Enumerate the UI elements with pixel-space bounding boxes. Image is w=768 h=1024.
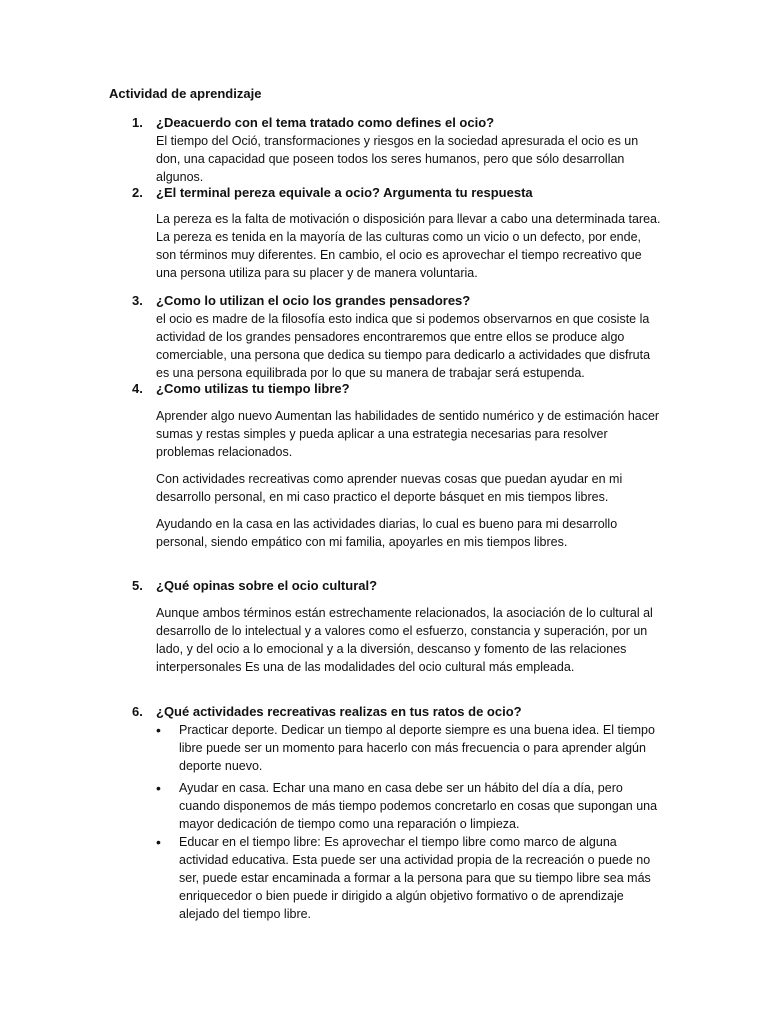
bullet-icon: •	[156, 834, 161, 850]
question-5	[0, 577, 768, 676]
question-number: 1.	[132, 115, 143, 130]
question-heading	[0, 114, 768, 132]
question-heading	[0, 703, 768, 721]
question-number: 3.	[132, 293, 143, 308]
document-title: Actividad de aprendizaje	[109, 86, 262, 101]
answer-paragraph: Ayudando en la casa en las actividades diarias, lo cual es bueno para mi desarrollo personal, siendo empático con mi familia, apoyarles en mis tiempos libres.	[156, 517, 618, 549]
bullet-icon: •	[156, 722, 161, 738]
list-item	[0, 721, 768, 775]
question-number: 4.	[132, 381, 143, 396]
question-text: ¿Como lo utilizan el ocio los grandes pensadores?	[156, 293, 471, 308]
question-text: ¿Qué actividades recreativas realizas en tus ratos de ocio?	[156, 704, 522, 719]
list-item	[0, 833, 768, 923]
question-6	[0, 703, 768, 923]
question-heading	[0, 184, 768, 202]
question-number: 5.	[132, 578, 143, 593]
question-heading	[0, 292, 768, 310]
question-1	[0, 114, 768, 186]
bullet-list	[0, 721, 768, 923]
question-number: 6.	[132, 704, 143, 719]
bullet-text: Educar en el tiempo libre: Es aprovechar el tiempo libre como marco de alguna actividad educativa. Esta puede ser una actividad propia de la recreación o puede no ser, puede estar encaminada a formar a la persona para que su tiempo libre sea más enriquecedor o bien puede ir dirigido a algún objetivo formativo o de aprendizaje alejado del tiempo libre.	[179, 835, 651, 921]
question-heading	[0, 577, 768, 595]
bullet-icon: •	[156, 780, 161, 796]
answer-paragraph: El tiempo del Oció, transformaciones y riesgos en la sociedad apresurada el ocio es un don, una capacidad que poseen todos los seres humanos, pero que sólo desarrollan algunos.	[156, 134, 639, 184]
question-text: ¿El terminal pereza equivale a ocio? Argumenta tu respuesta	[156, 185, 533, 200]
question-3	[0, 292, 768, 382]
bullet-text: Practicar deporte. Dedicar un tiempo al deporte siempre es una buena idea. El tiempo libre puede ser un momento para hacerlo con más frecuencia o para aprender algún deporte nuevo.	[179, 723, 655, 773]
question-text: ¿Qué opinas sobre el ocio cultural?	[156, 578, 378, 593]
list-item	[0, 779, 768, 833]
question-number: 2.	[132, 185, 143, 200]
question-4	[0, 380, 768, 551]
answer-paragraph: Aunque ambos términos están estrechamente relacionados, la asociación de lo cultural al desarrollo de lo intelectual y a valores como el esfuerzo, constancia y superación, por un lado, y del ocio a lo emocional y a la diversión, descanso y fomento de las relaciones interpersonales Es una de las modalidades del ocio cultural más empleada.	[156, 606, 653, 674]
answer-paragraph: Aprender algo nuevo Aumentan las habilidades de sentido numérico y de estimación hacer sumas y restas simples y pueda aplicar a una estrategia necesarias para resolver problemas relacionados.	[156, 409, 660, 459]
answer-paragraph: el ocio es madre de la filosofía esto indica que si podemos observarnos en que cosiste la actividad de los grandes pensadores encontraremos que entre ellos se produce algo comerciable, una persona que dedica su tiempo para dedicarlo a actividades que disfruta es una persona equilibrada por lo que su manera de trabajar será estupenda.	[156, 312, 651, 380]
answer-paragraph: Con actividades recreativas como aprender nuevas cosas que puedan ayudar en mi desarrollo personal, en mi caso practico el deporte básquet en mis tiempos libres.	[156, 472, 623, 504]
question-text: ¿Deacuerdo con el tema tratado como defines el ocio?	[156, 115, 495, 130]
question-2	[0, 184, 768, 282]
bullet-text: Ayudar en casa. Echar una mano en casa debe ser un hábito del día a día, pero cuando disponemos de más tiempo podemos concretarlo en cosas que supongan una mayor dedicación de tiempo como una reparación o limpieza.	[179, 781, 658, 831]
question-text: ¿Como utilizas tu tiempo libre?	[156, 381, 350, 396]
answer-paragraph: La pereza es la falta de motivación o disposición para llevar a cabo una determinada tarea. La pereza es tenida en la mayoría de las culturas como un vicio o un defecto, por ende, son términos muy diferentes. En cambio, el ocio es aprovechar el tiempo recreativo que una persona utiliza para su placer y de manera voluntaria.	[156, 212, 661, 280]
question-heading	[0, 380, 768, 398]
